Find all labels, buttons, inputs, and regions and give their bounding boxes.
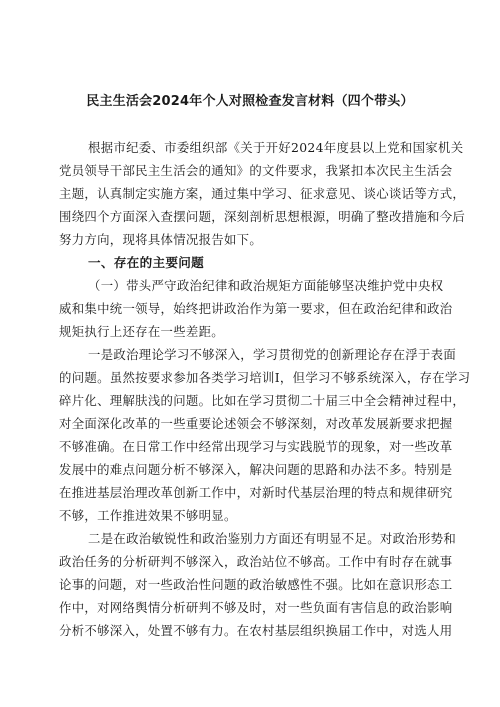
paragraph-line: 的问题。虽然按要求参加各类学习培训I，但学习不够系统深入，存在学习 xyxy=(59,370,471,385)
paragraph-line: 在推进基层治理改革创新工作中，对新时代基层治理的特点和规律研究 xyxy=(59,485,453,500)
paragraph-line: 不够，工作推进效果不够明显。 xyxy=(59,508,237,523)
paragraph-line: 不够准确。在日常工作中经常出现学习与实践脱节的现象，对一些改革 xyxy=(59,439,453,454)
paragraph-line: （一）带头严守政治纪律和政治规矩方面能够坚决维护党中央权 xyxy=(88,278,444,293)
paragraph-line: 碎片化、理解肤浅的问题。比如在学习贯彻二十届三中全会精神过程中， xyxy=(59,393,466,408)
document-title: 民主生活会2024年个人对照检查发言材料（四个带头） xyxy=(86,94,414,109)
paragraph-line: 一是政治理论学习不够深入，学习贯彻党的创新理论存在浮于表面 xyxy=(88,347,457,362)
paragraph-line: 努力方向，现将具体情况报告如下。 xyxy=(59,232,263,247)
paragraph-line: 政治任务的分析研判不够深入，政治站位不够高。工作中有时存在就事 xyxy=(59,554,453,569)
document-body xyxy=(59,136,471,642)
section-heading: 一、存在的主要问题 xyxy=(88,255,205,270)
paragraph-line: 党员领导干部民主生活会的通知》的文件要求，我紧扣本次民主生活会 xyxy=(59,163,453,178)
paragraph-line: 根据市纪委、市委组织部《关于开好2024年度县以上党和国家机关 xyxy=(88,140,464,155)
paragraph-line: 二是在政治敏锐性和政治鉴别力方面还有明显不足。对政治形势和 xyxy=(88,531,457,546)
paragraph-line: 威和集中统一领导，始终把讲政治作为第一要求，但在政治纪律和政治 xyxy=(59,301,453,316)
paragraph-line: 围绕四个方面深入查摆问题，深刻剖析思想根源，明确了整改措施和今后 xyxy=(59,209,466,224)
paragraph-line: 对全面深化改革的一些重要论述领会不够深刻，对改革发展新要求把握 xyxy=(59,416,453,431)
paragraph-line: 论事的问题，对一些政治性问题的政治敏感性不强。比如在意识形态工 xyxy=(59,577,453,592)
paragraph-line: 主题，认真制定实施方案，通过集中学习、征求意见、谈心谈话等方式， xyxy=(59,186,466,201)
paragraph-line: 发展中的难点问题分析不够深入，解决问题的思路和办法不多。特别是 xyxy=(59,462,453,477)
paragraph-line: 作中，对网络舆情分析研判不够及时，对一些负面有害信息的政治影响 xyxy=(59,600,453,615)
paragraph-line: 规矩执行上还存在一些差距。 xyxy=(59,324,224,339)
paragraph-line: 分析不够深入，处置不够有力。在农村基层组织换届工作中，对选人用 xyxy=(59,623,453,638)
